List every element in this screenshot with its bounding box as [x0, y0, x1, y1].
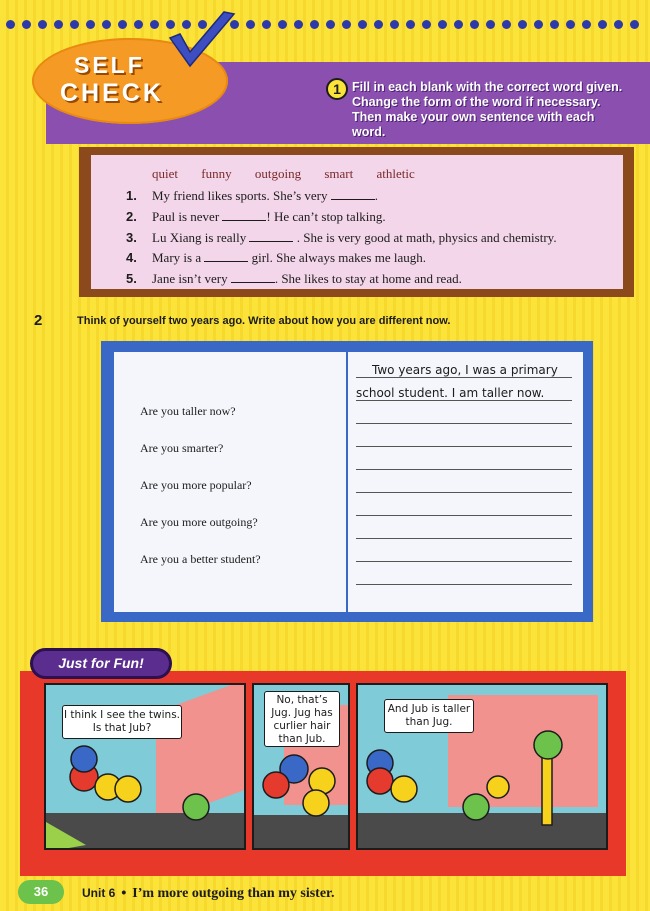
question: Are you smarter? [140, 441, 224, 455]
writing-line[interactable] [356, 423, 572, 424]
unit-label: Unit 6 [82, 886, 116, 900]
comic-panel-2 [252, 683, 350, 850]
rule-dot [150, 20, 159, 29]
item-text-after: . [374, 188, 378, 203]
writing-line[interactable] [356, 561, 572, 562]
exercise-2-instruction: Think of yourself two years ago. Write about how you are different now. [77, 315, 451, 327]
comic-panel-1 [44, 683, 246, 850]
answer-blank[interactable] [222, 211, 266, 221]
rule-dot [630, 20, 639, 29]
question: Are you taller now? [140, 404, 236, 418]
handwritten-answer-line-1: Two years ago, I was a primary [372, 363, 558, 377]
item-text-before: Jane isn’t very [152, 271, 228, 286]
rule-dot [486, 20, 495, 29]
question: Are you more outgoing? [140, 515, 258, 529]
exercise-1-item [126, 230, 606, 248]
answer-blank[interactable] [249, 232, 293, 242]
item-text-before: Lu Xiang is really [152, 230, 247, 245]
rule-dot [438, 20, 447, 29]
writing-line[interactable] [356, 584, 572, 585]
rule-dot [406, 20, 415, 29]
writing-line[interactable] [356, 538, 572, 539]
writing-line[interactable] [356, 469, 572, 470]
item-number: 3. [126, 230, 137, 245]
rule-dot [422, 20, 431, 29]
top-dotted-rule [0, 20, 650, 32]
rule-dot [598, 20, 607, 29]
rule-dot [614, 20, 623, 29]
speech-bubble-2: No, that’s Jug. Jug has curlier hair than Jub. [264, 691, 340, 747]
rule-dot [454, 20, 463, 29]
writing-line[interactable] [356, 400, 572, 401]
item-number: 1. [126, 188, 137, 203]
rule-dot [246, 20, 255, 29]
question: Are you more popular? [140, 478, 252, 492]
check-mark-icon [160, 8, 240, 78]
writing-line[interactable] [356, 492, 572, 493]
word-bank-item: quiet [152, 166, 178, 181]
rule-dot [102, 20, 111, 29]
item-text-before: My friend likes sports. She’s very [152, 188, 328, 203]
word-bank-item: athletic [376, 166, 415, 181]
speech-bubble-3: And Jub is taller than Jug. [384, 699, 474, 733]
unit-title: I’m more outgoing than my sister. [132, 886, 335, 901]
rule-dot [326, 20, 335, 29]
footer-unit-title [82, 884, 482, 902]
rule-dot [390, 20, 399, 29]
question: Are you a better student? [140, 552, 261, 566]
just-for-fun-label: Just for Fun! [30, 648, 172, 679]
word-bank-item: funny [201, 166, 232, 181]
item-number: 5. [126, 271, 137, 286]
rule-dot [310, 20, 319, 29]
footer-separator: • [121, 884, 127, 900]
rule-dot [502, 20, 511, 29]
rule-dot [550, 20, 559, 29]
rule-dot [70, 20, 79, 29]
writing-line[interactable] [356, 446, 572, 447]
rule-dot [54, 20, 63, 29]
rule-dot [518, 20, 527, 29]
answer-blank[interactable] [331, 190, 375, 200]
rule-dot [342, 20, 351, 29]
rule-dot [534, 20, 543, 29]
rule-dot [6, 20, 15, 29]
check-label: CHECK [60, 79, 164, 107]
rule-dot [566, 20, 575, 29]
word-bank-item: smart [324, 166, 354, 181]
rule-dot [278, 20, 287, 29]
rule-dot [374, 20, 383, 29]
writing-line[interactable] [356, 515, 572, 516]
rule-dot [38, 20, 47, 29]
exercise-1-item [126, 250, 606, 268]
item-text-before: Mary is a [152, 250, 202, 265]
exercise-1-item [126, 271, 606, 289]
answer-blank[interactable] [231, 273, 275, 283]
rule-dot [118, 20, 127, 29]
exercise-1-item [126, 209, 606, 227]
answer-blank[interactable] [204, 252, 248, 262]
rule-dot [582, 20, 591, 29]
exercise-1-instruction: Fill in each blank with the correct word given. Change the form of the word if necessary. Then make your own sentence with each word. [352, 80, 623, 139]
item-text-after: girl. She always makes me laugh. [248, 250, 426, 265]
rule-dot [294, 20, 303, 29]
exercise-1-number: 1 [326, 78, 348, 100]
word-bank-item: outgoing [254, 166, 302, 181]
rule-dot [470, 20, 479, 29]
word-bank [152, 166, 552, 182]
rule-dot [358, 20, 367, 29]
self-label: SELF [74, 52, 145, 78]
rule-dot [86, 20, 95, 29]
item-number: 4. [126, 250, 137, 265]
item-text-after: . She likes to stay at home and read. [274, 271, 462, 286]
item-number: 2. [126, 209, 137, 224]
item-text-after: ! He can’t stop talking. [266, 209, 386, 224]
comic-panel-3 [356, 683, 608, 850]
rule-dot [134, 20, 143, 29]
exercise-1-item [126, 188, 606, 206]
rule-dot [22, 20, 31, 29]
item-text-before: Paul is never [152, 209, 220, 224]
speech-bubble-1: I think I see the twins. Is that Jub? [62, 705, 182, 739]
page-number: 36 [18, 880, 64, 904]
writing-line[interactable] [356, 377, 572, 378]
exercise-2-divider [346, 352, 348, 612]
item-text-after: . She is very good at math, physics and chemistry. [293, 230, 557, 245]
rule-dot [262, 20, 271, 29]
exercise-2-number: 2 [34, 312, 43, 329]
handwritten-answer-line-2: school student. I am taller now. [356, 386, 545, 400]
